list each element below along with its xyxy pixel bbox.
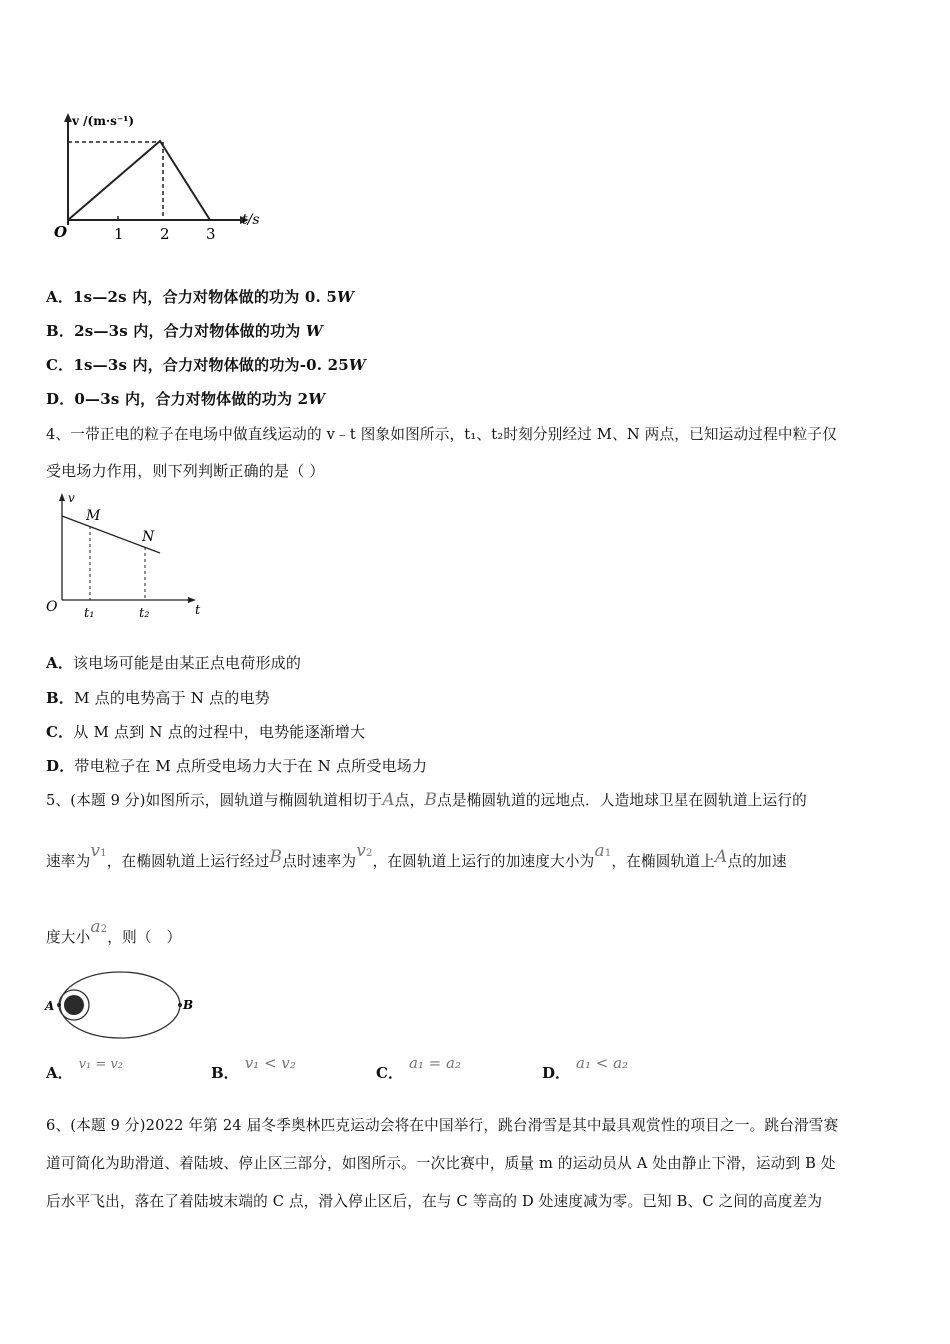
t2-label: t₂ [139,606,150,621]
y-axis-arrow [59,493,65,501]
point-b [178,1003,182,1007]
q4-vt-figure [42,490,222,625]
q4-option-a: A．该电场可能是由某正点电荷形成的 [46,654,302,672]
orbit-figure [42,968,192,1044]
N-label: N [142,529,155,545]
q4-option-c: C．从 M 点到 N 点的过程中，电势能逐渐增大 [46,723,366,741]
O-label: O [46,599,58,615]
q5-option-b: B．v₁ < v₂ [211,1054,296,1082]
A-label: A [45,999,55,1013]
q5-option-d: D．a₁ < a₂ [542,1054,629,1082]
q6-stem-line1: 6、(本题 9 分)2022 年第 24 届冬季奥林匹克运动会将在中国举行，跳台滑雪是其中最具观赏性的项目之一。跳台滑雪赛 [46,1117,839,1134]
y-axis-label: v /(m·s⁻¹) [72,114,135,128]
M-label: M [86,508,101,524]
earth [64,995,84,1015]
q5-stem-line1: 5、(本题 9 分)如图所示，圆轨道与椭圆轨道相切于A点，B点是椭圆轨道的远地点．人造地球卫星在圆轨道上运行的 [46,790,807,810]
v-label: v [68,491,75,505]
y-axis-arrow [64,113,72,122]
q3-option-d: D．0—3s 内，合力对物体做的功为 2W [46,390,326,408]
point-a [57,1003,61,1007]
q4-stem-line1: 4、一带正电的粒子在电场中做直线运动的 v﹣t 图象如图所示，t₁、t₂时刻分别经过 M、N 两点，已知运动过程中粒子仅 [46,426,838,443]
q3-option-a: A．1s—2s 内，合力对物体做的功为 0. 5W [46,288,355,306]
t1-label: t₁ [84,606,95,621]
q6-stem-line3: 后水平飞出，落在了着陆坡末端的 C 点，滑入停止区后，在与 C 等高的 D 处速度减为零。已知 B、C 之间的高度差为 [46,1193,823,1210]
q3-option-b: B．2s—3s 内，合力对物体做的功为 W [46,322,323,340]
vt-graph-figure [50,105,280,245]
tick-label-2: 2 [160,225,170,243]
t-label: t [195,603,201,618]
q5-option-c: C．a₁ = a₂ [376,1054,461,1082]
q4-option-b: B．M 点的电势高于 N 点的电势 [46,689,270,707]
q5-option-a: A． v₁ = v₂ [46,1057,123,1082]
q4-stem-line2: 受电场力作用，则下列判断正确的是（ ） [46,462,325,480]
x-axis-label: t/s [242,212,260,228]
q5-stem-line3: 度大小a2，则（ ） [46,917,182,946]
tick-label-3: 3 [206,225,216,243]
B-label: B [183,998,194,1012]
origin-label: O [54,223,68,241]
q5-stem-line2: 速率为v1，在椭圆轨道上运行经过B点时速率为v2，在圆轨道上运行的加速度大小为a1，在椭圆轨道上A点的加速 [46,841,787,870]
tick-label-1: 1 [114,225,124,243]
q3-option-c: C．1s—3s 内，合力对物体做的功为-0. 25W [46,356,366,374]
velocity-line [68,141,210,220]
q6-stem-line2: 道可简化为助滑道、着陆坡、停止区三部分，如图所示。一次比赛中，质量 m 的运动员从 A 处由静止下滑，运动到 B 处 [46,1155,836,1172]
q4-option-d: D．带电粒子在 M 点所受电场力大于在 N 点所受电场力 [46,757,428,775]
